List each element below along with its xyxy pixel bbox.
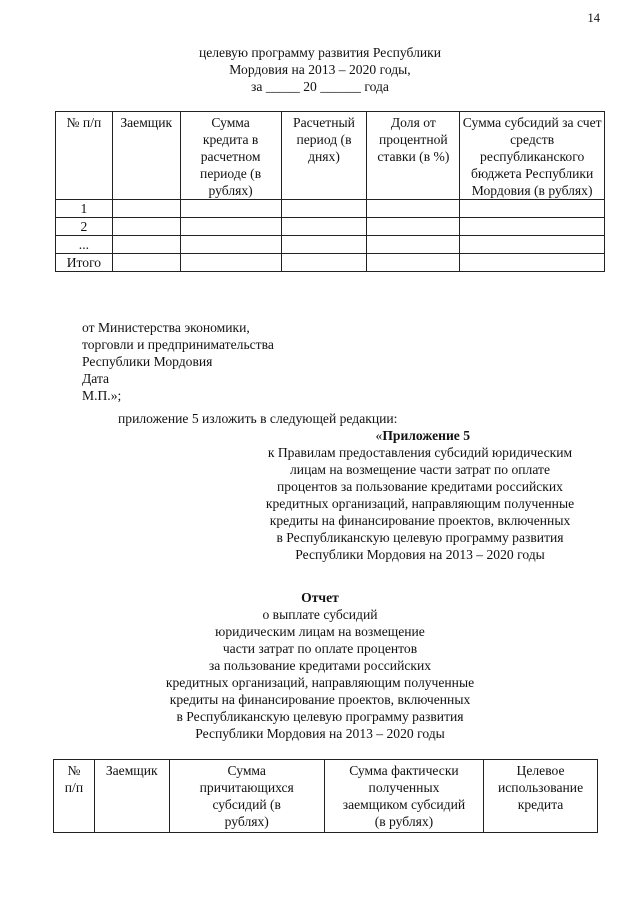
column-header: Доля от процентной ставки (в %) xyxy=(367,112,460,200)
report-line: в Республиканскую целевую программу развития xyxy=(176,709,464,724)
table-row xyxy=(56,218,605,236)
table-row xyxy=(56,200,605,218)
column-header: Расчетный период (в днях) xyxy=(281,112,367,200)
report-heading xyxy=(0,589,640,742)
table-header-row xyxy=(56,112,605,200)
header-line: Мордовия на 2013 – 2020 годы, xyxy=(229,62,411,77)
table-header-row xyxy=(54,760,598,833)
signature-line: торговли и предпринимательства xyxy=(82,337,274,352)
appendix-line: лицам на возмещение части затрат по оплате xyxy=(290,462,550,477)
appendix-line: кредиты на финансирование проектов, включенных xyxy=(269,513,571,528)
signature-line: М.П.»; xyxy=(82,388,122,403)
row-number-cell: 1 xyxy=(56,200,113,218)
column-header: Сумма причитающихся субсидий (в рублях) xyxy=(169,760,324,833)
signature-line: от Министерства экономики, xyxy=(82,320,250,335)
report-line: части затрат по оплате процентов xyxy=(222,641,418,656)
report-line: кредитных организаций, направляющим полученные xyxy=(165,675,475,690)
column-header: Целевое использование кредита xyxy=(484,760,598,833)
column-header: № п/п xyxy=(54,760,95,833)
header-line: за _____ 20 ______ года xyxy=(251,79,389,94)
row-number-cell: 2 xyxy=(56,218,113,236)
table-total-row xyxy=(56,254,605,272)
appendix-title-line xyxy=(225,427,615,444)
total-label-cell: Итого xyxy=(56,254,113,272)
report-title: Отчет xyxy=(301,590,339,605)
appendix-line: Республики Мордовия на 2013 – 2020 годы xyxy=(295,547,545,562)
row-number-cell: ... xyxy=(56,236,113,254)
page-number: 14 xyxy=(587,11,600,25)
report-line: кредиты на финансирование проектов, включенных xyxy=(169,692,471,707)
column-header: Сумма фактически полученных заемщиком субсидий (в рублях) xyxy=(324,760,483,833)
report-line: Республики Мордовия на 2013 – 2020 годы xyxy=(195,726,445,741)
signature-line: Республики Мордовия xyxy=(82,354,213,369)
appendix-title: Приложение 5 xyxy=(382,428,470,443)
column-header: Сумма кредита в расчетном периоде (в рублях) xyxy=(180,112,281,200)
document-header xyxy=(0,44,640,95)
appendix-line: кредитных организаций, направляющим полученные xyxy=(265,496,575,511)
opening-quote: « xyxy=(375,428,383,443)
subsidy-report-table xyxy=(53,759,598,833)
appendix-line: в Республиканскую целевую программу развития xyxy=(276,530,564,545)
appendix-header xyxy=(225,427,615,563)
column-header: № п/п xyxy=(56,112,113,200)
signature-block xyxy=(82,319,274,404)
report-line: о выплате субсидий xyxy=(262,607,378,622)
column-header: Сумма субсидий за счет средств республиканского бюджета Республики Мордовия (в рублях) xyxy=(460,112,605,200)
subsidy-calculation-table xyxy=(55,111,605,272)
report-line: юридическим лицам на возмещение xyxy=(215,624,425,639)
report-line: за пользование кредитами российских xyxy=(208,658,432,673)
column-header: Заемщик xyxy=(112,112,180,200)
header-line: целевую программу развития Республики xyxy=(198,45,442,60)
appendix-line: процентов за пользование кредитами российских xyxy=(277,479,563,494)
amendment-text: приложение 5 изложить в следующей редакции: xyxy=(118,411,398,426)
signature-line: Дата xyxy=(82,371,110,386)
appendix-line: к Правилам предоставления субсидий юридическим xyxy=(267,445,573,460)
table-row xyxy=(56,236,605,254)
column-header: Заемщик xyxy=(94,760,169,833)
